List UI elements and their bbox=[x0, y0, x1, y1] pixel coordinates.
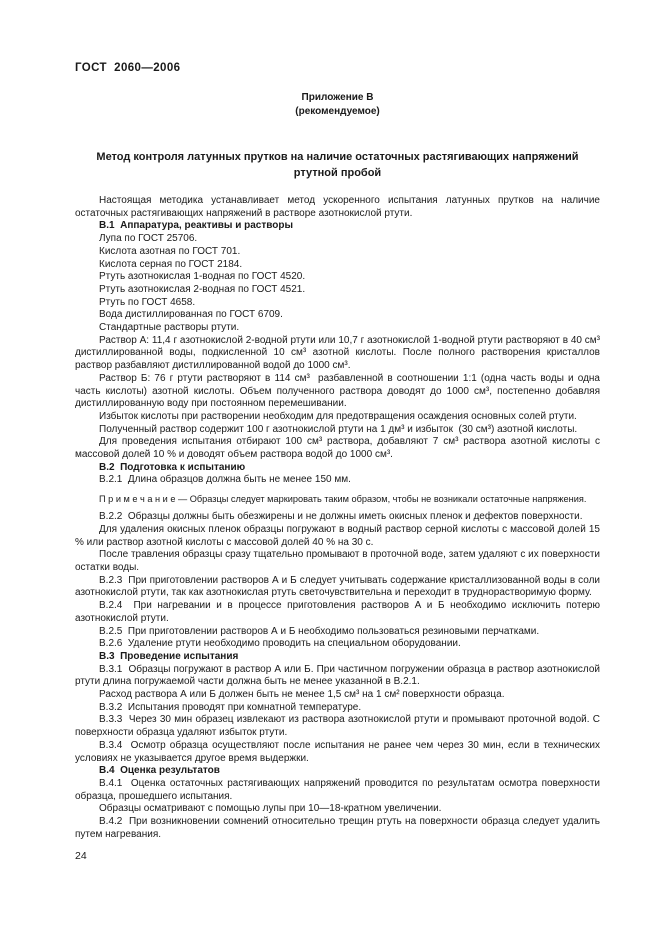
section-heading: В.4 Оценка результатов bbox=[99, 765, 220, 777]
annex-label: Приложение В bbox=[301, 92, 374, 103]
body-paragraph: В.4.1 Оценка остаточных растягивающих напряжений проводится по результатам осмотра поверхности образца, прошедшего испытания. bbox=[75, 777, 603, 802]
body-paragraph: Кислота серная по ГОСТ 2184. bbox=[99, 258, 243, 270]
body-paragraph: В.2.4 При нагревании и в процессе приготовления растворов А и Б необходимо исключить потерю азотнокислой ртути. bbox=[75, 600, 603, 624]
document-body bbox=[75, 195, 606, 841]
body-paragraph: Для проведения испытания отбирают 100 см³ раствора, добавляют 7 см³ раствора азотной кислоты с массовой долей 10 % и доводят объем раствора водой до 1000 см³. bbox=[75, 436, 603, 461]
section-heading: В.1 Аппаратура, реактивы и растворы bbox=[99, 220, 294, 232]
document-title: Метод контроля латунных прутков на наличие остаточных растягивающих напряжений ртутной пробой bbox=[96, 151, 579, 179]
body-paragraph: Раствор А: 11,4 г азотнокислой 2-водной ртути или 10,7 г азотнокислой 1-водной ртути растворяют в 40 см³ дистиллированной воды, подкисленной 10 см³ азотной кислоты. После полного растворения кристаллов раствор разбавляют дистиллированной водой до 1000 см³. bbox=[75, 334, 603, 372]
body-paragraph: Для удаления окисных пленок образцы погружают в водный раствор серной кислоты с массовой долей 15 % или раствор азотной кислоты с массовой долей 40 % на 30 с. bbox=[75, 523, 603, 548]
body-paragraph: Раствор Б: 76 г ртути растворяют в 114 см³ разбавленной в соотношении 1:1 (одна часть воды и одна часть кислоты) азотной кислоты. Объем полученного раствора доводят до 1000 см³, постепенно добавляя дистиллированную воду при постоянном перемешивании. bbox=[75, 372, 603, 410]
section-heading: В.3 Проведение испытания bbox=[99, 650, 239, 662]
body-paragraph: Ртуть азотнокислая 1-водная по ГОСТ 4520. bbox=[99, 271, 306, 283]
body-paragraph: В.3.4 Осмотр образца осуществляют после испытания не ранее чем через 30 мин, если в технических условиях не указывается другое время выдержки. bbox=[75, 739, 603, 764]
body-paragraph: В.3.2 Испытания проводят при комнатной температуре. bbox=[99, 701, 362, 713]
body-paragraph: В.4.2 При возникновении сомнений относительно трещин ртуть на поверхности образца следует удалить путем нагревания. bbox=[75, 816, 603, 840]
body-paragraph: В.3.1 Образцы погружают в раствор А или Б. При частичном погружении образца в раствор азотнокислой ртути длина погружаемой части должна быть не менее указанной в В.2.1. bbox=[75, 663, 603, 688]
body-paragraph: Расход раствора А или Б должен быть не менее 1,5 см³ на 1 см² поверхности образца. bbox=[99, 689, 505, 701]
body-paragraph: Вода дистиллированная по ГОСТ 6709. bbox=[99, 309, 283, 321]
note-paragraph: П р и м е ч а н и е — Образцы следует маркировать таким образом, чтобы не возникали остаточные напряжения. bbox=[99, 494, 587, 505]
doc-number: ГОСТ 2060—2006 bbox=[75, 62, 181, 74]
page-number: 24 bbox=[75, 850, 87, 862]
annex-subtitle: (рекомендуемое) bbox=[295, 106, 380, 117]
body-paragraph: Ртуть азотнокислая 2-водная по ГОСТ 4521. bbox=[99, 283, 306, 295]
body-paragraph: В.2.6 Удаление ртути необходимо проводить на специальном оборудовании. bbox=[99, 638, 461, 650]
body-paragraph: Кислота азотная по ГОСТ 701. bbox=[99, 245, 241, 257]
body-paragraph: Настоящая методика устанавливает метод ускоренного испытания латунных прутков на наличие остаточных растягивающих напряжений в растворе азотнокислой ртути. bbox=[75, 195, 603, 219]
body-paragraph: Образцы осматривают с помощью лупы при 10—18-кратном увеличении. bbox=[99, 803, 442, 815]
body-paragraph: В.2.3 При приготовлении растворов А и Б следует учитывать содержание кристаллизованной воды в соли азотнокислой ртути, так как азотнокислая ртуть светочувствительна и переходит в труднорастворимую форму. bbox=[75, 574, 603, 599]
body-paragraph: Ртуть по ГОСТ 4658. bbox=[99, 296, 196, 308]
section-heading: В.2 Подготовка к испытанию bbox=[99, 461, 246, 473]
body-paragraph: В.2.1 Длина образцов должна быть не менее 150 мм. bbox=[99, 474, 351, 486]
body-paragraph: В.2.5 При приготовлении растворов А и Б необходимо пользоваться резиновыми перчатками. bbox=[99, 625, 540, 637]
body-paragraph: Стандартные растворы ртути. bbox=[99, 322, 240, 334]
body-paragraph: Избыток кислоты при растворении необходим для предотвращения осаждения основных солей ртути. bbox=[99, 410, 577, 422]
annex-heading bbox=[75, 91, 600, 119]
body-paragraph: В.2.2 Образцы должны быть обезжирены и не должны иметь окисных пленок и дефектов поверхности. bbox=[99, 511, 583, 523]
body-paragraph: После травления образцы сразу тщательно промывают в проточной воде, затем удаляют с их поверхности остатки воды. bbox=[75, 549, 603, 573]
body-paragraph: В.3.3 Через 30 мин образец извлекают из раствора азотнокислой ртути и промывают проточной водой. С поверхности образца удаляют избыток ртути. bbox=[75, 714, 606, 739]
body-paragraph: Лупа по ГОСТ 25706. bbox=[99, 233, 198, 245]
body-paragraph: Полученный раствор содержит 100 г азотнокислой ртути на 1 дм³ и избыток (30 см³) азотной кислоты. bbox=[99, 423, 578, 435]
